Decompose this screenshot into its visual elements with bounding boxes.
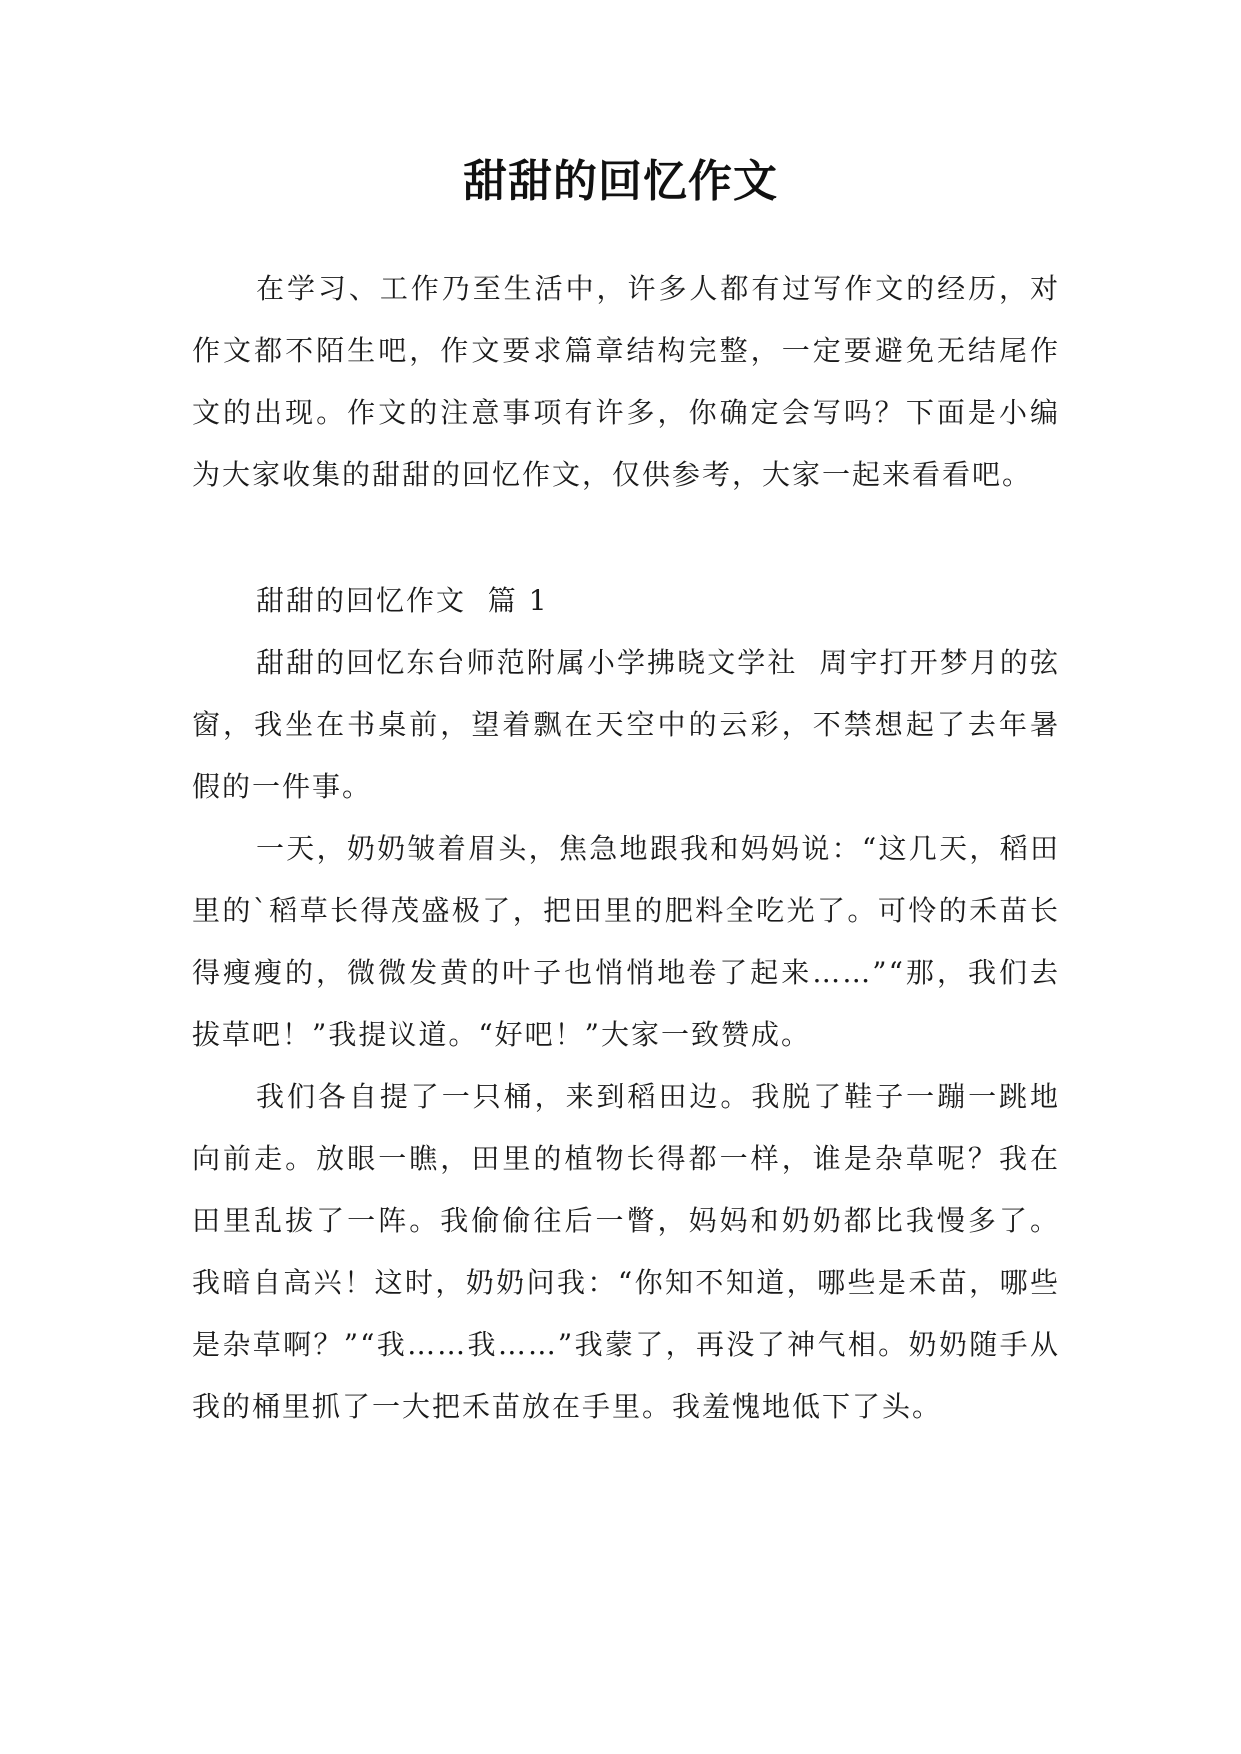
intro-paragraph: 在学习、工作乃至生活中，许多人都有过写作文的经历，对作文都不陌生吧，作文要求篇章结构完整，一定要避免无结尾作文的出现。作文的注意事项有许多，你确定会写吗？下面是小编为大家收集的甜甜的回忆作文，仅供参考，大家一起来看看吧。: [192, 272, 1060, 491]
document-title: 甜甜的回忆作文: [463, 156, 778, 207]
body-paragraph-3: 我们各自提了一只桶，来到稻田边。我脱了鞋子一蹦一跳地向前走。放眼一瞧，田里的植物长得都一样，谁是杂草呢？我在田里乱拔了一阵。我偷偷往后一瞥，妈妈和奶奶都比我慢多了。我暗自高兴！这时，奶奶问我：“你知不知道，哪些是禾苗，哪些是杂草啊？”“我……我……”我蒙了，再没了神气相。奶奶随手从我的桶里抓了一大把禾苗放在手里。我羞愧地低下了头。: [192, 1080, 1060, 1423]
section-heading: 甜甜的回忆作文 篇 1: [256, 584, 549, 617]
body-paragraph-1: 甜甜的回忆东台师范附属小学拂晓文学社 周宇打开梦月的弦窗，我坐在书桌前，望着飘在天空中的云彩，不禁想起了去年暑假的一件事。: [192, 646, 1060, 803]
body-paragraph-2: 一天，奶奶皱着眉头，焦急地跟我和妈妈说：“这几天，稻田里的`稻草长得茂盛极了，把田里的肥料全吃光了。可怜的禾苗长得瘦瘦的，微微发黄的叶子也悄悄地卷了起来……”“那，我们去拔草吧！”我提议道。“好吧！”大家一致赞成。: [192, 832, 1060, 1051]
document-body: [192, 258, 1060, 1438]
